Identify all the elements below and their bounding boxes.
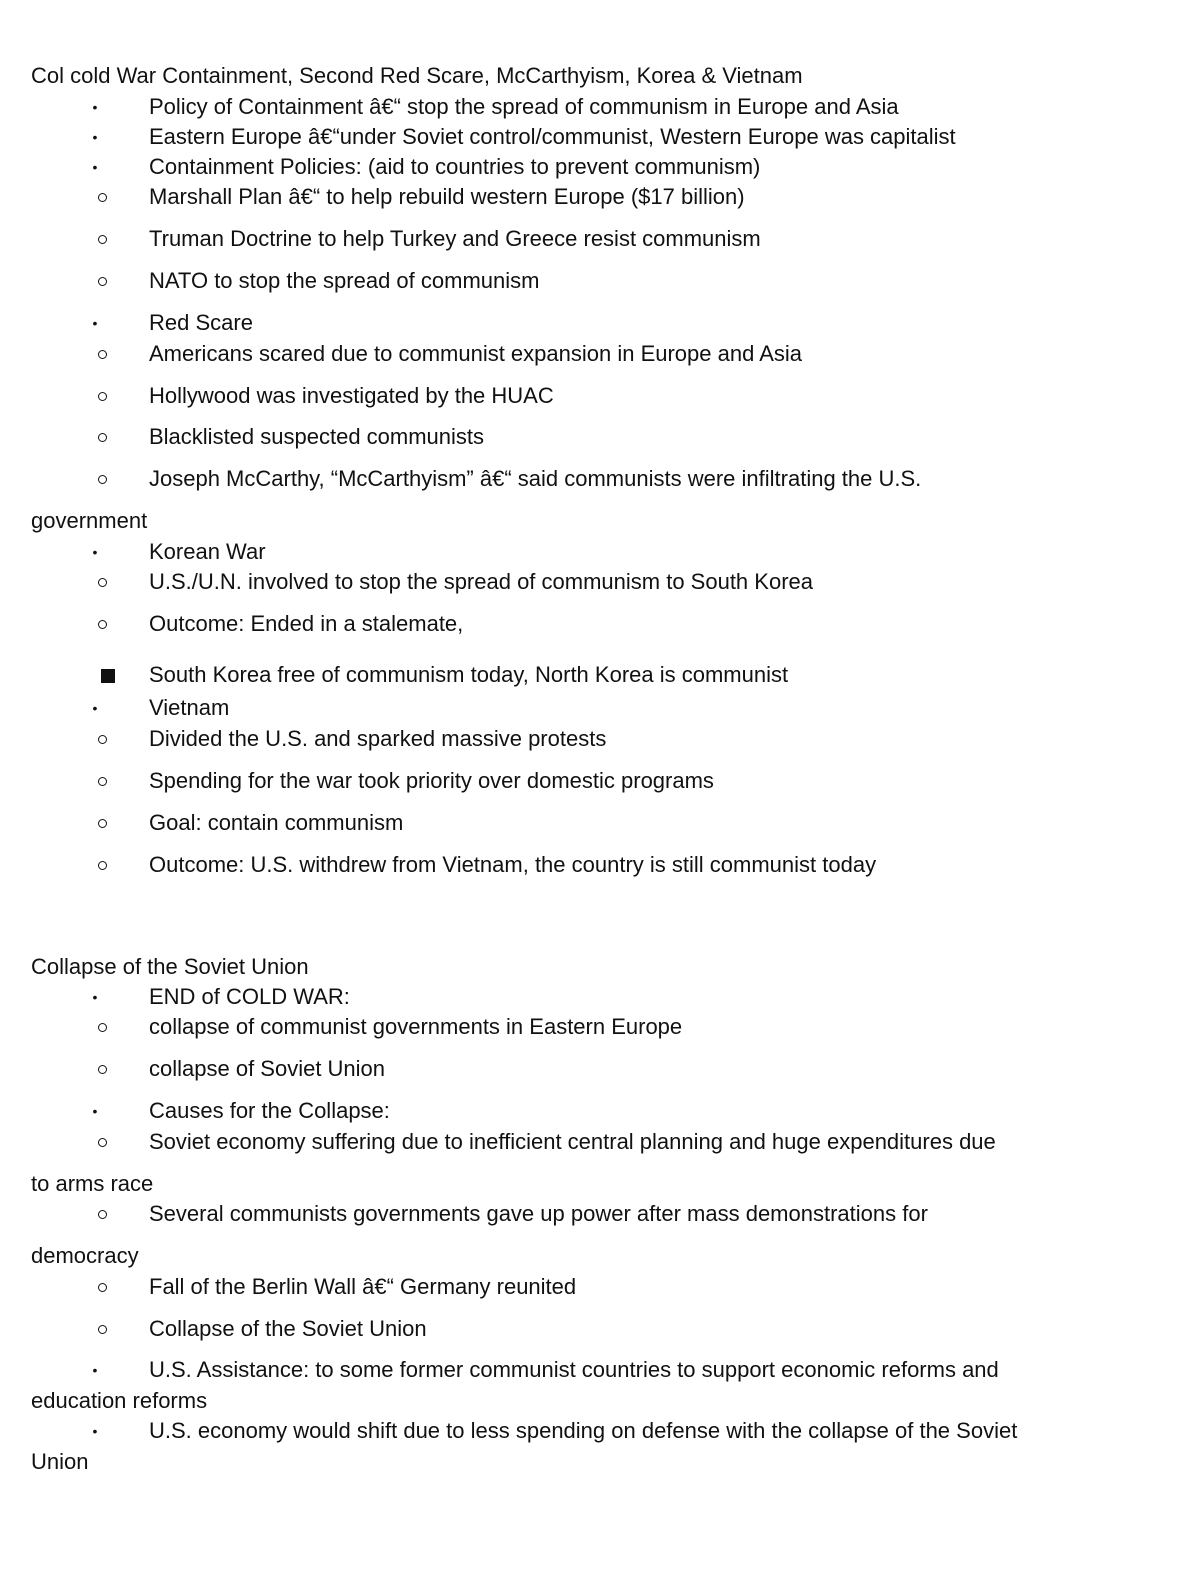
list-item-continuation: government xyxy=(31,508,148,533)
list-item: NATO to stop the spread of communism xyxy=(149,268,540,293)
bullet-icon xyxy=(85,94,105,122)
list-item: Fall of the Berlin Wall â€“ Germany reunited xyxy=(149,1274,577,1299)
square-bullet-icon xyxy=(98,662,118,688)
circle-bullet-icon xyxy=(92,1201,112,1227)
circle-bullet-icon xyxy=(92,1274,112,1300)
list-item: South Korea free of communism today, North Korea is communist xyxy=(149,662,789,687)
bullet-icon xyxy=(85,695,105,723)
list-item: Red Scare xyxy=(149,310,253,335)
list-item: Outcome: U.S. withdrew from Vietnam, the country is still communist today xyxy=(149,852,877,877)
list-item: U.S. economy would shift due to less spending on defense with the collapse of the Soviet xyxy=(149,1418,1018,1443)
list-item: Outcome: Ended in a stalemate, xyxy=(149,611,464,636)
circle-bullet-icon xyxy=(92,611,112,637)
list-item: U.S./U.N. involved to stop the spread of communism to South Korea xyxy=(149,569,813,594)
section-heading-collapse: Collapse of the Soviet Union xyxy=(31,954,309,979)
list-item: Eastern Europe â€“under Soviet control/communist, Western Europe was capitalist xyxy=(149,124,956,149)
bullet-icon xyxy=(85,984,105,1012)
circle-bullet-icon xyxy=(92,1056,112,1082)
list-item: Americans scared due to communist expansion in Europe and Asia xyxy=(149,341,803,366)
bullet-icon xyxy=(85,124,105,152)
list-item: Joseph McCarthy, “McCarthyism” â€“ said communists were infiltrating the U.S. xyxy=(149,466,922,491)
list-item-continuation: democracy xyxy=(31,1243,139,1268)
list-item: Marshall Plan â€“ to help rebuild western Europe ($17 billion) xyxy=(149,184,745,209)
list-item-continuation: to arms race xyxy=(31,1171,154,1196)
bullet-icon xyxy=(85,1418,105,1446)
list-item: Blacklisted suspected communists xyxy=(149,424,485,449)
bullet-icon xyxy=(85,310,105,338)
list-item: U.S. Assistance: to some former communist countries to support economic reforms and xyxy=(149,1357,999,1382)
list-item: Containment Policies: (aid to countries to prevent communism) xyxy=(149,154,761,179)
list-item: Causes for the Collapse: xyxy=(149,1098,390,1123)
circle-bullet-icon xyxy=(92,810,112,836)
circle-bullet-icon xyxy=(92,184,112,210)
circle-bullet-icon xyxy=(92,268,112,294)
list-item-continuation: Union xyxy=(31,1449,89,1474)
list-item: Policy of Containment â€“ stop the spread of communism in Europe and Asia xyxy=(149,94,899,119)
list-item: collapse of Soviet Union xyxy=(149,1056,386,1081)
list-item: Vietnam xyxy=(149,695,230,720)
list-item: Divided the U.S. and sparked massive protests xyxy=(149,726,607,751)
list-item: Goal: contain communism xyxy=(149,810,404,835)
circle-bullet-icon xyxy=(92,226,112,252)
list-item: Several communists governments gave up power after mass demonstrations for xyxy=(149,1201,928,1226)
bullet-icon xyxy=(85,1098,105,1126)
list-item: Truman Doctrine to help Turkey and Greece resist communism xyxy=(149,226,761,251)
circle-bullet-icon xyxy=(92,383,112,409)
circle-bullet-icon xyxy=(92,1129,112,1155)
list-item: Korean War xyxy=(149,539,266,564)
circle-bullet-icon xyxy=(92,569,112,595)
circle-bullet-icon xyxy=(92,852,112,878)
list-item: Collapse of the Soviet Union xyxy=(149,1316,427,1341)
list-item: Soviet economy suffering due to inefficient central planning and huge expenditures due xyxy=(149,1129,996,1154)
circle-bullet-icon xyxy=(92,726,112,752)
list-item: collapse of communist governments in Eastern Europe xyxy=(149,1014,683,1039)
circle-bullet-icon xyxy=(92,1014,112,1040)
circle-bullet-icon xyxy=(92,466,112,492)
list-item: Hollywood was investigated by the HUAC xyxy=(149,383,554,408)
list-item: Spending for the war took priority over domestic programs xyxy=(149,768,714,793)
circle-bullet-icon xyxy=(92,424,112,450)
list-item-continuation: education reforms xyxy=(31,1388,208,1413)
bullet-icon xyxy=(85,154,105,182)
section-heading-cold-war: Col cold War Containment, Second Red Scare, McCarthyism, Korea & Vietnam xyxy=(31,63,803,88)
list-item: END of COLD WAR: xyxy=(149,984,350,1009)
circle-bullet-icon xyxy=(92,1316,112,1342)
circle-bullet-icon xyxy=(92,768,112,794)
bullet-icon xyxy=(85,539,105,567)
bullet-icon xyxy=(85,1357,105,1385)
circle-bullet-icon xyxy=(92,341,112,367)
